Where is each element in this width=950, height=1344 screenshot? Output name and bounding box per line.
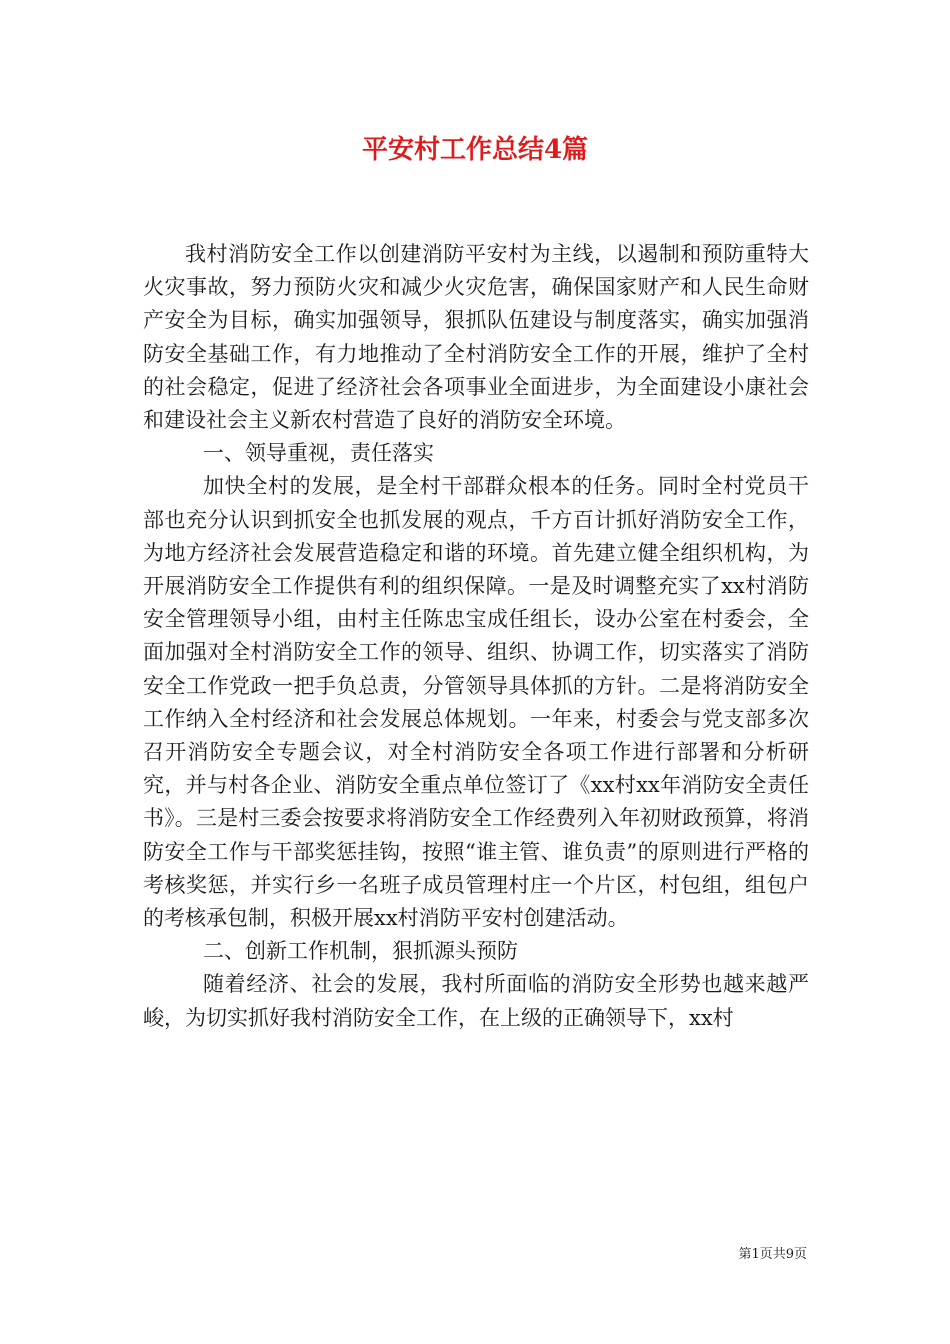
paragraph-intro: 我村消防安全工作以创建消防平安村为主线，以遏制和预防重特大火灾事故，努力预防火灾和减少火灾危害，确保国家财产和人民生命财产安全为目标，确实加强领导，狠抓队伍建设与制度落实，确实加强消防安全基础工作，有力地推动了全村消防安全工作的开展，维护了全村的社会稳定，促进了经济社会各项事业全面进步，为全面建设小康社会和建设社会主义新农村营造了良好的消防安全环境。 — [143, 242, 809, 433]
page-indicator: 第1页共9页 — [738, 1247, 807, 1262]
paragraph-section-2: 随着经济、社会的发展，我村所面临的消防安全形势也越来越严峻，为切实抓好我村消防安全工作，在上级的正确领导下，xx村 — [143, 972, 809, 1030]
document-body — [143, 238, 809, 1035]
document-title: 平安村工作总结4篇 — [361, 135, 589, 165]
paragraph-section-1: 加快全村的发展，是全村干部群众根本的任务。同时全村党员干部也充分认识到抓安全也抓发展的观点，千方百计抓好消防安全工作，为地方经济社会发展营造稳定和谐的环境。首先建立健全组织机构，为开展消防安全工作提供有利的组织保障。一是及时调整充实了xx村消防安全管理领导小组，由村主任陈忠宝成任组长，设办公室在村委会，全面加强对全村消防安全工作的领导、组织、协调工作，切实落实了消防安全工作党政一把手负总责，分管领导具体抓的方针。二是将消防安全工作纳入全村经济和社会发展总体规划。一年来，村委会与党支部多次召开消防安全专题会议，对全村消防安全各项工作进行部署和分析研究，并与村各企业、消防安全重点单位签订了《xx村xx年消防安全责任书》。三是村三委会按要求将消防安全工作经费列入年初财政预算，将消防安全工作与干部奖惩挂钩，按照“谁主管、谁负责”的原则进行严格的考核奖惩，并实行乡一名班子成员管理村庄一个片区，村包组，组包户的考核承包制，积极开展xx村消防平安村创建活动。 — [143, 474, 809, 931]
section-heading-1: 一、领导重视，责任落实 — [203, 441, 434, 466]
section-heading-2: 二、创新工作机制，狠抓源头预防 — [203, 939, 518, 964]
